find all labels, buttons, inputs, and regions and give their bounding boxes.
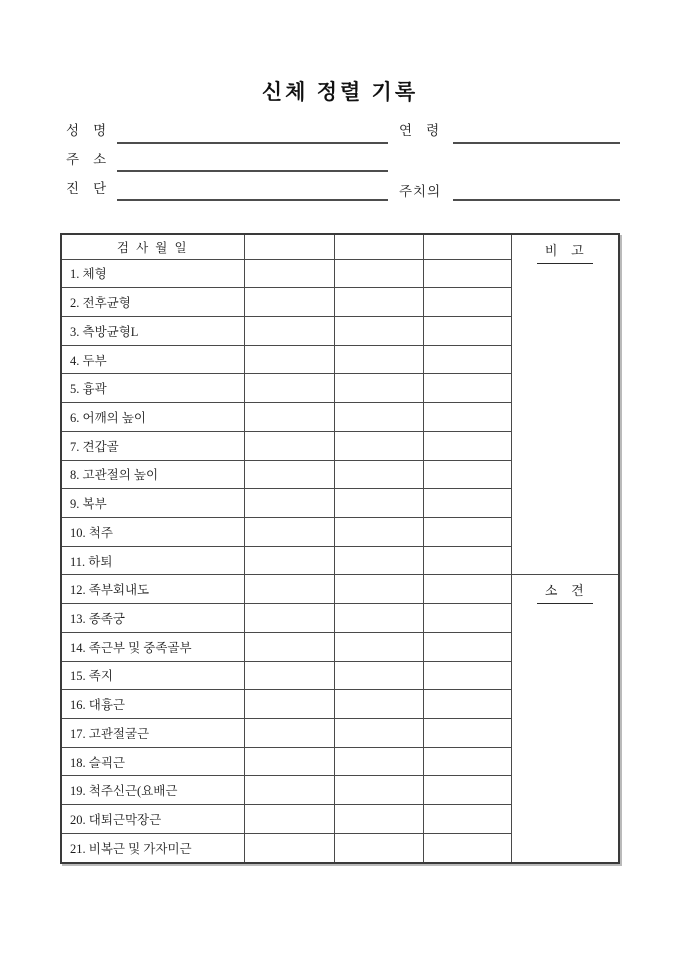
row-label: 15. 족지 [61,661,244,690]
entry-cell[interactable] [423,805,511,834]
entry-cell[interactable] [423,517,511,546]
row-label: 13. 종족궁 [61,604,244,633]
entry-cell[interactable] [334,776,423,805]
row-label: 4. 두부 [61,345,244,374]
row-label: 21. 비복근 및 가자미근 [61,833,244,863]
entry-cell[interactable] [334,632,423,661]
table-row [61,575,619,604]
entry-cell[interactable] [244,719,334,748]
row-label: 9. 복부 [61,489,244,518]
entry-cell[interactable] [423,546,511,575]
diagnosis-label: 진 단 [66,181,108,196]
entry-cell[interactable] [423,604,511,633]
entry-cell[interactable] [423,690,511,719]
entry-cell[interactable] [334,345,423,374]
entry-cell[interactable] [334,604,423,633]
entry-cell[interactable] [423,661,511,690]
row-label: 5. 흉곽 [61,374,244,403]
entry-cell[interactable] [334,575,423,604]
entry-cell[interactable] [423,747,511,776]
exam-table [60,233,620,864]
row-label: 6. 어깨의 높이 [61,403,244,432]
entry-cell[interactable] [244,575,334,604]
row-label: 18. 슬괵근 [61,747,244,776]
entry-cell[interactable] [244,431,334,460]
entry-cell[interactable] [423,374,511,403]
entry-cell[interactable] [334,719,423,748]
entry-cell[interactable] [244,604,334,633]
entry-cell[interactable] [334,690,423,719]
entry-cell[interactable] [244,316,334,345]
entry-cell[interactable] [423,489,511,518]
entry-cell[interactable] [244,403,334,432]
row-label: 12. 족부회내도 [61,575,244,604]
entry-cell[interactable] [334,517,423,546]
entry-cell[interactable] [423,431,511,460]
row-label: 2. 전후균형 [61,288,244,317]
entry-cell[interactable] [244,517,334,546]
age-input-line[interactable] [453,142,620,144]
age-label: 연 령 [399,123,441,138]
entry-cell[interactable] [423,316,511,345]
entry-cell[interactable] [244,690,334,719]
entry-cell[interactable] [423,460,511,489]
entry-cell[interactable] [334,661,423,690]
entry-cell[interactable] [244,661,334,690]
entry-cell[interactable] [244,776,334,805]
remarks-cell[interactable] [511,234,619,575]
date-column-1[interactable] [244,234,334,259]
row-label: 17. 고관절굴근 [61,719,244,748]
entry-cell[interactable] [423,403,511,432]
entry-cell[interactable] [334,460,423,489]
row-label: 14. 족근부 및 중족골부 [61,632,244,661]
exam-date-header: 검 사 월 일 [61,234,244,259]
entry-cell[interactable] [244,288,334,317]
entry-cell[interactable] [244,460,334,489]
entry-cell[interactable] [423,719,511,748]
entry-cell[interactable] [244,546,334,575]
entry-cell[interactable] [334,833,423,863]
entry-cell[interactable] [423,833,511,863]
row-label: 10. 척주 [61,517,244,546]
row-label: 16. 대흉근 [61,690,244,719]
entry-cell[interactable] [334,431,423,460]
entry-cell[interactable] [244,805,334,834]
name-label: 성 명 [66,123,108,138]
entry-cell[interactable] [244,632,334,661]
entry-cell[interactable] [334,747,423,776]
row-label: 20. 대퇴근막장근 [61,805,244,834]
row-label: 11. 하퇴 [61,546,244,575]
entry-cell[interactable] [244,833,334,863]
entry-cell[interactable] [423,345,511,374]
row-label: 19. 척주신근(요배근 [61,776,244,805]
entry-cell[interactable] [244,345,334,374]
row-label: 1. 체형 [61,259,244,288]
entry-cell[interactable] [423,259,511,288]
address-input-line[interactable] [117,170,388,172]
physician-label: 주치의 [399,184,442,199]
entry-cell[interactable] [244,747,334,776]
entry-cell[interactable] [334,489,423,518]
entry-cell[interactable] [334,316,423,345]
entry-cell[interactable] [244,259,334,288]
entry-cell[interactable] [334,805,423,834]
row-label: 3. 측방균형L [61,316,244,345]
date-column-3[interactable] [423,234,511,259]
address-label: 주 소 [66,152,108,167]
name-input-line[interactable] [117,142,388,144]
diagnosis-input-line[interactable] [117,199,388,201]
row-label: 7. 견갑골 [61,431,244,460]
findings-heading: 소 견 [537,580,593,604]
findings-cell[interactable] [511,575,619,863]
page-title: 신체 정렬 기록 [261,80,419,104]
entry-cell[interactable] [423,575,511,604]
entry-cell[interactable] [423,632,511,661]
entry-cell[interactable] [334,374,423,403]
physician-input-line[interactable] [453,199,620,201]
date-column-2[interactable] [334,234,423,259]
entry-cell[interactable] [334,288,423,317]
entry-cell[interactable] [334,546,423,575]
entry-cell[interactable] [334,259,423,288]
row-label: 8. 고관절의 높이 [61,460,244,489]
remarks-heading: 비 고 [537,240,593,264]
entry-cell[interactable] [423,288,511,317]
entry-cell[interactable] [423,776,511,805]
entry-cell[interactable] [244,489,334,518]
table-header-row [61,234,619,259]
entry-cell[interactable] [334,403,423,432]
entry-cell[interactable] [244,374,334,403]
